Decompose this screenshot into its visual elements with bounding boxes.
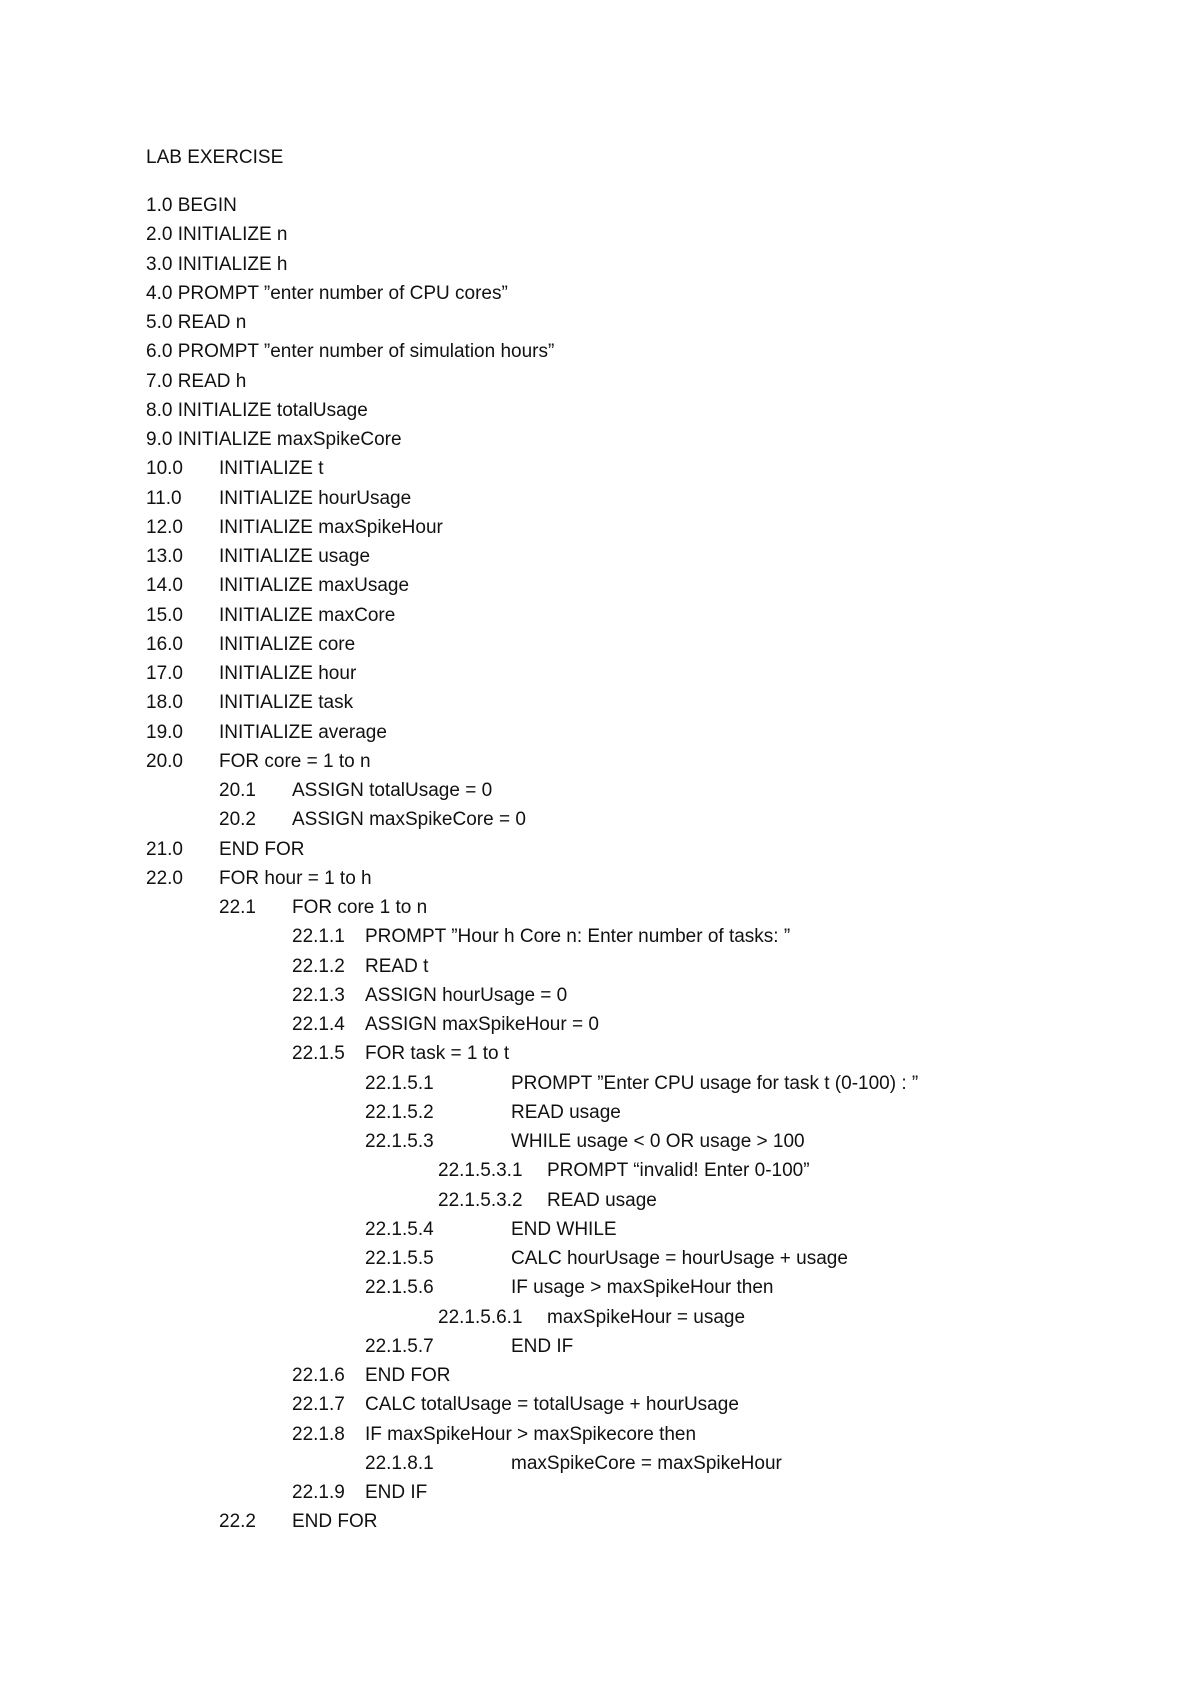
line-number: 22.1.5 bbox=[292, 1043, 345, 1065]
line-text: FOR core = 1 to n bbox=[219, 750, 371, 772]
line-number: 22.1.5.2 bbox=[365, 1101, 434, 1123]
line-text: IF maxSpikeHour > maxSpikecore then bbox=[365, 1423, 697, 1445]
line-number: 22.1.5.3.1 bbox=[438, 1160, 523, 1182]
pseudocode-line bbox=[146, 338, 554, 366]
line-number: 22.1.8 bbox=[292, 1423, 345, 1445]
line-text: ASSIGN maxSpikeCore = 0 bbox=[292, 809, 526, 831]
line-number: 16.0 bbox=[146, 633, 183, 655]
line-text: INITIALIZE t bbox=[219, 458, 324, 480]
line-number: 22.0 bbox=[146, 867, 183, 889]
line-number: 22.1.3 bbox=[292, 984, 345, 1006]
line-number: 11.0 bbox=[146, 487, 182, 509]
line-text: READ t bbox=[365, 955, 429, 977]
line-text: CALC totalUsage = totalUsage + hourUsage bbox=[365, 1394, 739, 1416]
line-number: 15.0 bbox=[146, 604, 183, 626]
line-number: 22.1.7 bbox=[292, 1394, 345, 1416]
line-number: 22.1.5.7 bbox=[365, 1335, 434, 1357]
line-number: 22.1.5.3 bbox=[365, 1131, 434, 1152]
line-text: ASSIGN maxSpikeHour = 0 bbox=[365, 1014, 599, 1035]
line-text: ASSIGN hourUsage = 0 bbox=[365, 984, 568, 1006]
line-text: FOR task = 1 to t bbox=[365, 1043, 510, 1065]
line-number: 22.1.4 bbox=[292, 1014, 345, 1035]
pseudocode-line bbox=[146, 280, 508, 308]
line-text: INITIALIZE task bbox=[219, 692, 354, 714]
line-text: 1.0 BEGIN bbox=[146, 195, 237, 216]
line-text: INITIALIZE hourUsage bbox=[219, 487, 412, 509]
line-number: 22.1.9 bbox=[292, 1482, 345, 1503]
line-number: 22.1.5.6.1 bbox=[438, 1306, 523, 1328]
line-text: END IF bbox=[365, 1482, 428, 1503]
line-text: 9.0 INITIALIZE maxSpikeCore bbox=[146, 429, 402, 450]
line-text: READ usage bbox=[511, 1101, 621, 1123]
line-number: 22.1.5.1 bbox=[365, 1072, 434, 1094]
line-number: 22.1.5.5 bbox=[365, 1248, 434, 1269]
line-number: 14.0 bbox=[146, 575, 183, 597]
pseudocode-line bbox=[146, 368, 246, 396]
pseudocode-line bbox=[146, 221, 288, 249]
pseudocode-line bbox=[146, 251, 288, 279]
line-text: INITIALIZE core bbox=[219, 633, 356, 655]
line-text: PROMPT “invalid! Enter 0-100” bbox=[547, 1160, 810, 1182]
pseudocode-line bbox=[146, 426, 402, 454]
line-text: 7.0 READ h bbox=[146, 370, 247, 392]
line-text: END FOR bbox=[219, 838, 305, 860]
line-text: READ usage bbox=[547, 1189, 657, 1211]
line-number: 22.1.8.1 bbox=[365, 1452, 434, 1474]
line-number: 20.1 bbox=[219, 780, 256, 801]
line-text: 4.0 PROMPT ”enter number of CPU cores” bbox=[146, 282, 508, 304]
line-text: IF usage > maxSpikeHour then bbox=[511, 1277, 774, 1299]
line-text: 2.0 INITIALIZE n bbox=[146, 224, 288, 246]
pseudocode-line bbox=[146, 309, 246, 337]
line-number: 12.0 bbox=[146, 516, 183, 538]
line-number: 21.0 bbox=[146, 838, 183, 860]
line-text: END WHILE bbox=[511, 1218, 617, 1240]
line-number: 22.1.5.3.2 bbox=[438, 1189, 523, 1211]
line-number: 22.1 bbox=[219, 897, 256, 918]
line-number: 22.1.1 bbox=[292, 926, 345, 948]
line-text: END IF bbox=[511, 1335, 574, 1357]
line-number: 22.1.2 bbox=[292, 955, 345, 977]
line-text: maxSpikeHour = usage bbox=[547, 1306, 746, 1328]
line-number: 17.0 bbox=[146, 663, 183, 684]
line-number: 18.0 bbox=[146, 692, 183, 714]
line-text: 8.0 INITIALIZE totalUsage bbox=[146, 399, 368, 421]
line-number: 20.0 bbox=[146, 750, 183, 772]
line-text: maxSpikeCore = maxSpikeHour bbox=[511, 1452, 782, 1474]
line-text: 3.0 INITIALIZE h bbox=[146, 253, 288, 275]
line-text: END FOR bbox=[292, 1511, 378, 1533]
pseudocode-line bbox=[146, 192, 237, 220]
line-text: 6.0 PROMPT ”enter number of simulation hours” bbox=[146, 341, 555, 363]
line-number: 22.1.5.4 bbox=[365, 1218, 434, 1240]
line-number: 19.0 bbox=[146, 721, 183, 743]
pseudocode-line bbox=[146, 397, 368, 425]
line-text: PROMPT ”Hour h Core n: Enter number of tasks: ” bbox=[365, 926, 791, 948]
line-text: INITIALIZE maxCore bbox=[219, 604, 396, 626]
line-text: INITIALIZE usage bbox=[219, 546, 371, 567]
line-text: INITIALIZE hour bbox=[219, 663, 357, 684]
line-text: INITIALIZE maxUsage bbox=[219, 575, 410, 597]
line-number: 22.2 bbox=[219, 1511, 256, 1533]
line-text: INITIALIZE maxSpikeHour bbox=[219, 516, 443, 538]
line-text: CALC hourUsage = hourUsage + usage bbox=[511, 1248, 848, 1269]
line-text: END FOR bbox=[365, 1365, 451, 1386]
line-number: 10.0 bbox=[146, 458, 183, 480]
line-text: WHILE usage < 0 OR usage > 100 bbox=[511, 1131, 805, 1152]
line-text: ASSIGN totalUsage = 0 bbox=[292, 780, 493, 801]
line-text: FOR core 1 to n bbox=[292, 897, 428, 918]
line-number: 13.0 bbox=[146, 546, 183, 567]
line-text: INITIALIZE average bbox=[219, 721, 387, 743]
line-text: FOR hour = 1 to h bbox=[219, 867, 372, 889]
line-text: 5.0 READ n bbox=[146, 312, 247, 333]
line-number: 22.1.6 bbox=[292, 1365, 345, 1386]
document-title: LAB EXERCISE bbox=[146, 147, 284, 168]
line-number: 20.2 bbox=[219, 809, 256, 831]
line-number: 22.1.5.6 bbox=[365, 1277, 434, 1299]
line-text: PROMPT ”Enter CPU usage for task t (0-100) : ” bbox=[511, 1072, 919, 1094]
